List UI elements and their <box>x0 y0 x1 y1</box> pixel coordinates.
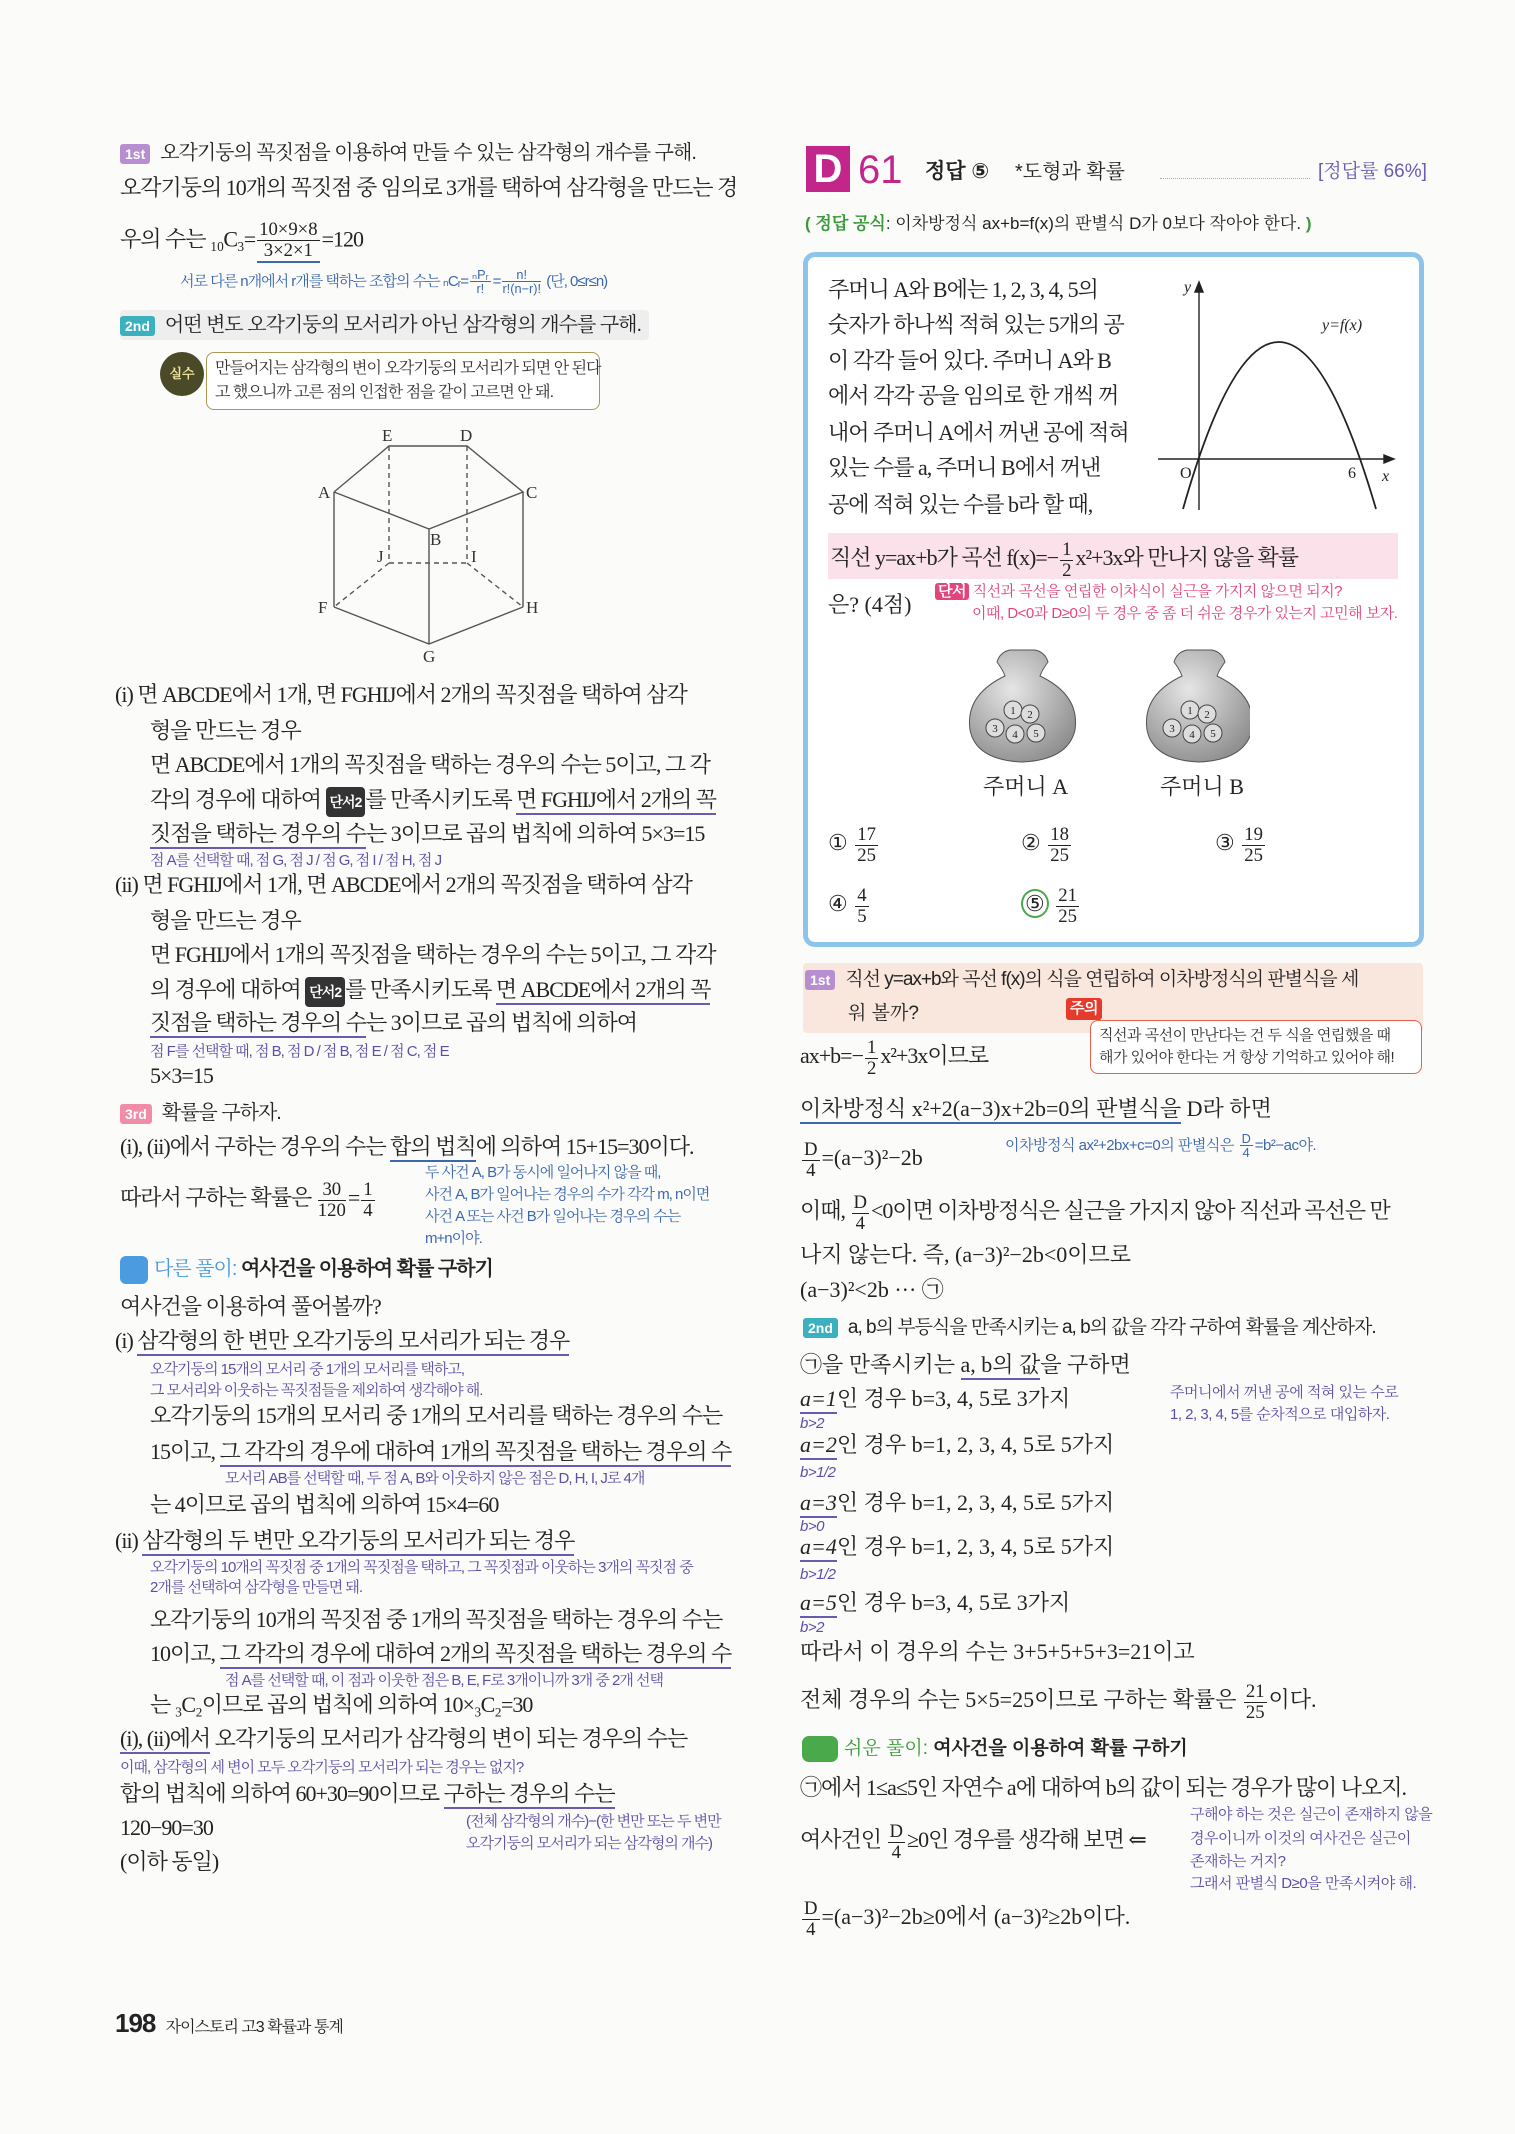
clue-badge: 단서2 <box>305 977 345 1007</box>
probability-result: 따라서 구하는 확률은 $\frac{30}{120}$ = $\frac{1}{4}$ <box>120 1179 373 1221</box>
case-row: a=5인 경우 b=3, 4, 5로 3가지 <box>800 1588 1070 1618</box>
topic-label: *도형과 확률 <box>1015 161 1125 183</box>
clue-note: 단서 직선과 곡선을 연립한 이차식이 실근을 가지지 않으면 되지? <box>935 582 1342 602</box>
text-line: 오각기둥의 10개의 꼭짓점 중 임의로 3개를 택하여 삼각형을 만드는 경 <box>120 175 738 200</box>
case-condition: b>1/2 <box>800 1464 836 1481</box>
problem-text: 공에 적혀 있는 수를 b라 할 때, <box>828 492 1093 517</box>
case-condition: b>2 <box>800 1415 824 1432</box>
answer-formula: ( 정답 공식: 이차방정식 ax+b=f(x)의 판별식 D가 0보다 작아야 한다. ) <box>805 214 1312 233</box>
text-line: 각의 경우에 대하여 단서2 를 만족시키도록 면 FGHIJ에서 2개의 꼭 <box>150 785 716 817</box>
equation: $\frac{D}{4}$ =(a−3)²−2b <box>804 1139 923 1181</box>
case-condition: b>1/2 <box>800 1566 836 1583</box>
bag-b <box>1146 650 1250 762</box>
annotation: 경우이니까 이것의 여사건은 실근이 <box>1190 1830 1411 1847</box>
step-1-heading-cont: 워 볼까? <box>848 1003 919 1024</box>
text-line: 는 ₃C₂이므로 곱의 법칙에 의하여 10×₃C₂=30 <box>150 1692 533 1717</box>
equation: ax+b=− $\frac{1}{2}$ x²+3x이므로 <box>800 1037 989 1079</box>
dotted-leader <box>1160 178 1310 179</box>
svg-text:3: 3 <box>992 723 998 735</box>
choice-2[interactable]: ② $\frac{18}{25}$ <box>1021 824 1069 866</box>
text-line: 의 경우에 대하여 단서2 를 만족시키도록 면 ABCDE에서 2개의 꼭 <box>150 975 710 1007</box>
annotation: 오각기둥의 10개의 꼭짓점 중 1개의 꼭짓점을 택하고, 그 꼭짓점과 이웃하는 3개의 꼭짓점 중 <box>150 1559 693 1576</box>
combination-formula: 우의 수는 ₁₀C₃= $\frac{10\times 9\times 8}{3\times 2\times 1}$ =120 <box>120 220 363 263</box>
case-row: a=2인 경우 b=1, 2, 3, 4, 5로 5가지 <box>800 1430 1114 1460</box>
annotation: 오각기둥의 모서리가 되는 삼각형의 개수) <box>466 1835 712 1852</box>
annotation: 그 모서리와 이웃하는 꼭짓점들을 제외하여 생각해야 해. <box>150 1382 483 1399</box>
vertex-label: I <box>471 547 477 566</box>
footer <box>115 2008 343 2043</box>
book-title: 자이스토리 고3 확률과 통계 <box>165 2019 343 2036</box>
svg-text:y=f(x): y=f(x) <box>1322 317 1363 334</box>
annotation: 그래서 판별식 D≥0을 만족시켜야 해. <box>1190 1875 1417 1892</box>
problem-text: 에서 각각 공을 임의로 한 개씩 꺼 <box>828 383 1119 408</box>
annotation: 점 F를 선택할 때, 점 B, 점 D / 점 B, 점 E / 점 C, 점 E <box>150 1043 449 1060</box>
case-condition: b>0 <box>800 1518 824 1535</box>
text-line: 10이고, 그 각각의 경우에 대하여 2개의 꼭짓점을 택하는 경우의 수 <box>150 1639 731 1669</box>
case-row: a=4인 경우 b=1, 2, 3, 4, 5로 5가지 <box>800 1532 1114 1562</box>
problem-number: 61 <box>858 148 903 192</box>
text-line: 따라서 이 경우의 수는 3+5+5+5+3=21이고 <box>800 1639 1195 1664</box>
bag-label: 주머니 B <box>1160 774 1244 799</box>
text-line: 면 FGHIJ에서 1개의 꼭짓점을 택하는 경우의 수는 5이고, 그 각각 <box>150 942 716 967</box>
vertex-label: A <box>318 483 331 502</box>
caution-tag: 주의 <box>1066 998 1102 1020</box>
page-number: 198 <box>115 2008 156 2038</box>
text-line: 합의 법칙에 의하여 60+30=90이므로 구하는 경우의 수는 <box>120 1779 615 1809</box>
dice-icon <box>120 1256 148 1284</box>
text-line: 짓점을 택하는 경우의 수는 3이므로 곱의 법칙에 의하여 5×3=15 <box>150 819 704 849</box>
case-row: a=3인 경우 b=1, 2, 3, 4, 5로 5가지 <box>800 1488 1114 1518</box>
caution-callout: 직선과 곡선이 만난다는 건 두 식을 연립했을 때 해가 있어야 한다는 거 항상 기억하고 있어야 해! <box>1090 1020 1422 1074</box>
choice-3[interactable]: ③ $\frac{19}{25}$ <box>1215 824 1263 866</box>
text-line: 면 ABCDE에서 1개의 꼭짓점을 택하는 경우의 수는 5이고, 그 각 <box>150 752 710 777</box>
svg-text:1: 1 <box>1187 705 1193 717</box>
vertex-label: D <box>460 426 473 445</box>
pentagonal-prism-diagram <box>0 0 700 680</box>
vertex-label: H <box>526 598 539 617</box>
svg-text:x: x <box>1382 468 1390 485</box>
annotation: (전체 삼각형의 개수)−(한 변만 또는 두 변만 <box>466 1813 721 1830</box>
mistake-callout: 만들어지는 삼각형의 변이 오각기둥의 모서리가 되면 안 된다 고 했으니까 고른 점의 인접한 점을 같이 고르면 안 돼. <box>206 352 600 410</box>
case-condition: b>2 <box>800 1619 824 1636</box>
text-line: 형을 만드는 경우 <box>150 908 301 933</box>
text-line: $\frac{D}{4}$ =(a−3)²−2b≥0에서 (a−3)²≥2b이다. <box>804 1898 1131 1940</box>
svg-text:2: 2 <box>1027 709 1033 721</box>
choice-1[interactable]: ① $\frac{17}{25}$ <box>828 824 876 866</box>
easy-solution-heading: 쉬운 풀이: 여사건을 이용하여 확률 구하기 <box>802 1734 1188 1764</box>
svg-text:3: 3 <box>1169 723 1175 735</box>
note-combination: 서로 다른 n개에서 r개를 택하는 조합의 수는 ₙCᵣ= ₙPᵣ r! = $\frac{n!}{r!(n-r)!}$ (단, 0≤r≤n) <box>180 267 608 297</box>
equation: (a−3)²<2b ··· ㉠ <box>800 1277 944 1302</box>
equation: 이차방정식 x²+2(a−3)x+2b=0의 판별식을 D라 하면 <box>800 1094 1272 1124</box>
text-line: 는 4이므로 곱의 법칙에 의하여 15×4=60 <box>150 1492 499 1517</box>
text-line: ㉠에서 1≤a≤5인 자연수 a에 대하여 b의 값이 되는 경우가 많이 나오지. <box>800 1775 1406 1800</box>
text-line: (i) 면 ABCDE에서 1개, 면 FGHIJ에서 2개의 꼭짓점을 택하여 삼각 <box>115 682 687 707</box>
step-1-heading: 1st 직선 y=ax+b와 곡선 f(x)의 식을 연립하여 이차방정식의 판별식을 세 <box>805 965 1358 995</box>
equation: 이때, $\frac{D}{4}$ <0이면 이차방정식은 실근을 가지지 않아 직선과 곡선은 만 <box>800 1192 1390 1234</box>
bags-illustration <box>950 640 1250 765</box>
text-line: ㉠을 만족시키는 a, b의 값을 구하면 <box>800 1350 1131 1380</box>
problem-text: 이 각각 들어 있다. 주머니 A와 B <box>828 348 1111 373</box>
svg-text:1: 1 <box>1010 705 1016 717</box>
problem-text: 은? (4점) <box>828 592 912 617</box>
problem-text: 내어 주머니 A에서 꺼낸 공에 적혀 <box>828 420 1129 445</box>
text-line: (ii) 면 FGHIJ에서 1개, 면 ABCDE에서 2개의 꼭짓점을 택하여 삼각 <box>115 872 692 897</box>
problem-letter: D <box>806 146 850 192</box>
step-title: 어떤 변도 오각기둥의 모서리가 아닌 삼각형의 개수를 구해. <box>164 314 642 336</box>
text-line: (이하 동일) <box>120 1849 219 1874</box>
annotation: 1, 2, 3, 4, 5를 순차적으로 대입하자. <box>1170 1406 1390 1423</box>
svg-text:5: 5 <box>1210 728 1216 740</box>
svg-text:5: 5 <box>1033 728 1039 740</box>
mistake-icon: 실수 <box>160 352 204 396</box>
text-line: 여사건을 이용하여 풀어볼까? <box>120 1294 381 1319</box>
choice-5-selected[interactable]: ⑤ $\frac{21}{25}$ <box>1021 886 1081 926</box>
problem-text: 있는 수를 a, 주머니 B에서 꺼낸 <box>828 455 1101 480</box>
parabola-graph <box>1150 270 1410 520</box>
step-badge: 3rd <box>120 1104 152 1124</box>
text-line: (i), (ii)에서 구하는 경우의 수는 합의 법칙에 의하여 15+15=30이다. <box>120 1132 694 1162</box>
key-condition: 직선 y=ax+b가 곡선 f(x)=− $\frac{1}{2}$ x²+3x와 만나지 않을 확률 <box>830 539 1299 581</box>
annotation: 이때, 삼각형의 세 변이 모두 오각기둥의 모서리가 되는 경우는 없지? <box>120 1759 524 1776</box>
text-line: (i) 삼각형의 한 변만 오각기둥의 모서리가 되는 경우 <box>115 1326 569 1356</box>
annotation: 점 A를 선택할 때, 이 점과 이웃한 점은 B, E, F로 3개이니까 3개 중 2개 선택 <box>225 1672 663 1689</box>
clue-badge: 단서2 <box>326 787 366 817</box>
annotation: 점 A를 선택할 때, 점 G, 점 J / 점 G, 점 I / 점 H, 점 J <box>150 852 442 869</box>
answer-label: 정답 ⑤ <box>925 160 990 183</box>
vertex-label: J <box>377 547 384 566</box>
svg-text:4: 4 <box>1012 729 1018 741</box>
text-line: 짓점을 택하는 경우의 수는 3이므로 곱의 법칙에 의하여 <box>150 1008 637 1038</box>
step-2-heading: 2nd a, b의 부등식을 만족시키는 a, b의 값을 각각 구하여 확률을 계산하자. <box>803 1313 1376 1343</box>
svg-text:y: y <box>1184 279 1192 296</box>
annotation: 이차방정식 ax²+2bx+c=0의 판별식은 $\frac{D}{4}$ =b²−ac야. <box>1005 1131 1317 1161</box>
case-row: a=1인 경우 b=3, 4, 5로 3가지 <box>800 1384 1070 1414</box>
annotation: 두 사건 A, B가 동시에 일어나지 않을 때, <box>425 1164 661 1181</box>
svg-text:6: 6 <box>1348 465 1356 482</box>
choice-4[interactable]: ④ $\frac{4}{5}$ <box>828 885 867 927</box>
equation: 나지 않는다. 즉, (a−3)²−2b<0이므로 <box>800 1242 1132 1267</box>
step-3-heading: 3rd 확률을 구하자. <box>120 1098 281 1128</box>
vertex-label: F <box>318 598 328 617</box>
step-badge: 2nd <box>120 316 155 336</box>
text-line: 오각기둥의 10개의 꼭짓점 중 1개의 꼭짓점을 택하는 경우의 수는 <box>150 1607 723 1632</box>
step-title: 오각기둥의 꼭짓점을 이용하여 만들 수 있는 삼각형의 개수를 구해. <box>160 142 696 164</box>
final-answer: 전체 경우의 수는 5×5=25이므로 구하는 확률은 $\frac{21}{25}$ 이다. <box>800 1681 1317 1723</box>
annotation: 사건 A 또는 사건 B가 일어나는 경우의 수는 <box>425 1208 681 1225</box>
annotation: m+n이야. <box>425 1230 482 1247</box>
annotation: 존재하는 거지? <box>1190 1853 1286 1870</box>
correct-rate: [정답률 66%] <box>1318 161 1427 182</box>
svg-text:O: O <box>1180 465 1192 482</box>
annotation: 구해야 하는 것은 실근이 존재하지 않을 <box>1190 1806 1433 1823</box>
binoculars-icon <box>802 1736 838 1762</box>
vertex-label: B <box>430 530 442 549</box>
bag-label: 주머니 A <box>983 774 1069 799</box>
annotation: 주머니에서 꺼낸 공에 적혀 있는 수로 <box>1170 1384 1399 1401</box>
vertex-label: E <box>382 426 393 445</box>
annotation: 모서리 AB를 선택할 때, 두 점 A, B와 이웃하지 않은 점은 D, H, I, J로 4개 <box>225 1470 645 1487</box>
bag-a <box>969 650 1075 762</box>
text-line: 120−90=30 <box>120 1815 213 1840</box>
annotation: 사건 A, B가 일어나는 경우의 수가 각각 m, n이면 <box>425 1186 710 1203</box>
text-line: 형을 만드는 경우 <box>150 718 301 743</box>
svg-text:2: 2 <box>1204 709 1210 721</box>
svg-text:4: 4 <box>1189 729 1195 741</box>
annotation: 2개를 선택하여 삼각형을 만들면 돼. <box>150 1579 363 1596</box>
text-line: 여사건인 $\frac{D}{4}$ ≥0인 경우를 생각해 보면 ⇐ <box>800 1821 1146 1863</box>
vertex-label: G <box>423 647 436 666</box>
annotation: 오각기둥의 15개의 모서리 중 1개의 모서리를 택하고, <box>150 1361 465 1378</box>
text-line: 15이고, 그 각각의 경우에 대하여 1개의 꼭짓점을 택하는 경우의 수 <box>150 1437 731 1467</box>
clue-note: 이때, D<0과 D≥0의 두 경우 중 좀 더 쉬운 경우가 있는지 고민해 보자. <box>972 605 1398 622</box>
text-line: (ii) 삼각형의 두 변만 오각기둥의 모서리가 되는 경우 <box>115 1526 574 1556</box>
alt-solution-heading: 다른 풀이: 여사건을 이용하여 확률 구하기 <box>120 1254 493 1284</box>
vertex-label: C <box>526 483 538 502</box>
text-line: 오각기둥의 15개의 모서리 중 1개의 모서리를 택하는 경우의 수는 <box>150 1403 723 1428</box>
text-line: 5×3=15 <box>150 1063 213 1088</box>
problem-text: 주머니 A와 B에는 1, 2, 3, 4, 5의 <box>828 277 1098 302</box>
step-badge: 1st <box>120 144 150 164</box>
problem-text: 숫자가 하나씩 적혀 있는 5개의 공 <box>828 312 1124 337</box>
text-line: (i), (ii)에서 오각기둥의 모서리가 삼각형의 변이 되는 경우의 수는 <box>120 1724 687 1754</box>
